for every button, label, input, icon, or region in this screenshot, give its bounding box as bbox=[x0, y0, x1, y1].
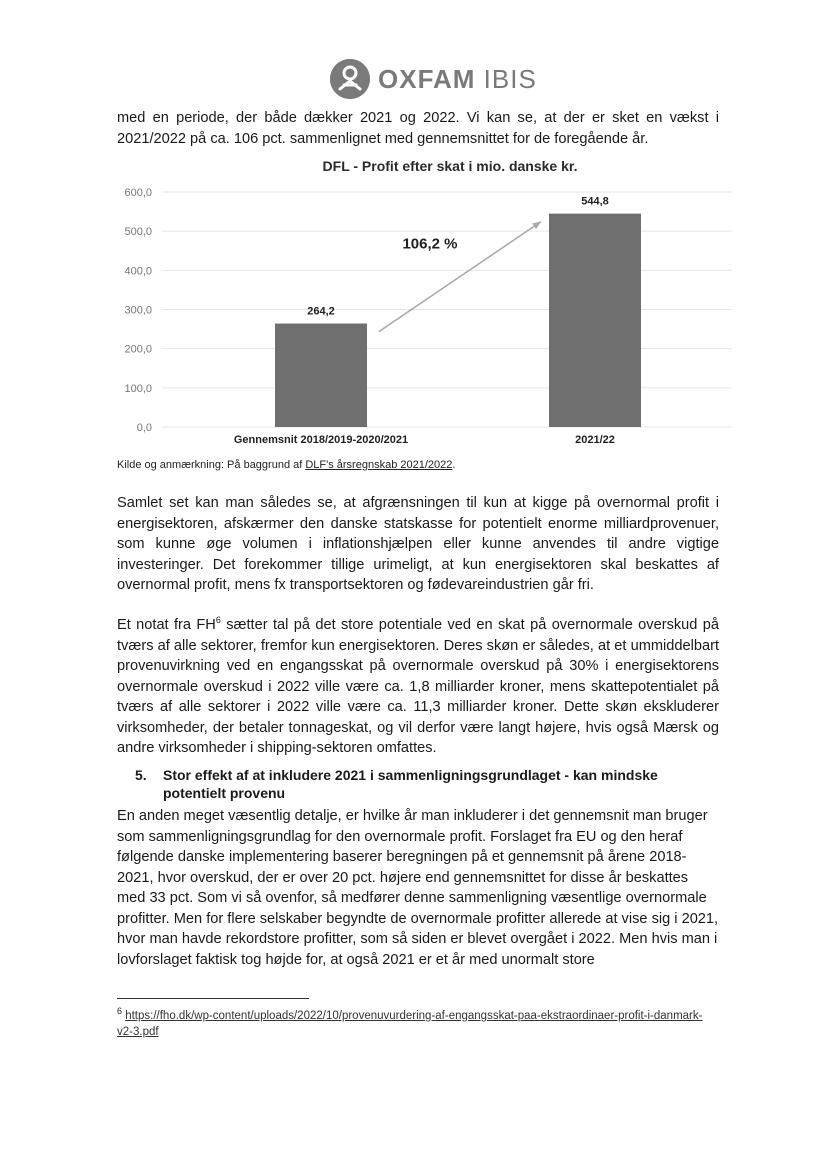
bar-value-label: 544,8 bbox=[581, 195, 609, 208]
paragraph-2 bbox=[117, 615, 719, 759]
paragraph-2-rest: sætter tal på det store potentiale ved en skat på overnormale overskud på tværs af alle sektorer, fremfor kun energisektoren. Deres skøn er således, at et ummiddelbart provenuvirkning ved en engangsskat på overnormale overskud på 30% i energisektorens overnormale overskud i 2022 ville være ca. 1,8 milliarder kroner, mens skattepotentialet på tværs af alle sektorer i 2022 ville være ca. 11,3 milliarder kroner. Dette skøn ekskluderer virksomheder, der betaler tonnageskat, og vil derfor være langt højere, hvis også Mærsk og andre virksomheder i shipping-sektoren omfattes. bbox=[117, 617, 719, 756]
oxfam-logo bbox=[330, 56, 537, 102]
source-note bbox=[117, 459, 455, 471]
footnote bbox=[117, 1008, 717, 1040]
section-heading bbox=[135, 766, 705, 802]
y-tick-label: 600,0 bbox=[124, 187, 152, 199]
bar bbox=[549, 214, 641, 427]
section-title: Stor effekt af at inkludere 2021 i sammenligningsgrundlaget - kan mindske potentielt provenu bbox=[163, 767, 658, 801]
bar-value-label: 264,2 bbox=[307, 305, 335, 318]
y-tick-label: 500,0 bbox=[124, 226, 152, 239]
logo-text-bold: OXFAM bbox=[378, 63, 476, 94]
section-number: 5. bbox=[135, 767, 147, 783]
y-tick-label: 400,0 bbox=[124, 265, 152, 278]
chart-title: DFL - Profit efter skat i mio. danske kr. bbox=[322, 158, 578, 174]
logo-text bbox=[378, 64, 537, 95]
y-tick-label: 0,0 bbox=[136, 422, 152, 434]
growth-annotation: 106,2 % bbox=[402, 235, 458, 253]
paragraph-2-start: Et notat fra FH bbox=[117, 617, 216, 633]
logo-text-light: IBIS bbox=[475, 63, 537, 94]
source-suffix: . bbox=[452, 459, 456, 471]
paragraph-3: En anden meget væsentlig detalje, er hvilke år man inkluderer i det gennemsnit man bruger som sammenligningsgrundlag for den overnormale profit. Forslaget fra EU og den heraf følgende danske implementering baserer beregningen på et gennemsnit på årene 2018-2021, hvor overskud, der er over 20 pct. højere end gennemsnittet for disse år beskattes med 33 pct. Som vi så ovenfor, så medfører denne sammenligning væsentlige overnormale profitter. Men for flere selskaber begyndte de overnormale profitter allerede at vise sig i 2021, hvor man havde rekordstore profitter, som så siden er blevet overgået i 2022. Men hvis man i lovforslaget faktisk tog højde for, at også 2021 er et år med unormalt store bbox=[117, 808, 719, 968]
y-tick-label: 300,0 bbox=[124, 304, 152, 317]
footnote-divider bbox=[117, 998, 309, 999]
source-link[interactable]: DLF's årsregnskab 2021/2022 bbox=[305, 459, 453, 471]
x-category-label: 2021/22 bbox=[575, 434, 615, 446]
paragraph-1: Samlet set kan man således se, at afgrænsningen til kun at kigge på overnormal profit i energisektoren, afskærmer den danske statskasse for potentielt enorme milliardprovenuer, som kunne øge volumen i inflationshjælpen eller kunne anvendes til andre vigtige investeringer. Det forekommer tillige urimeligt, at kun energisektoren skal beskattes af overnormal profit, mens fx transportsektoren og fødevareindustrien går fri. bbox=[117, 495, 719, 593]
footnote-ref[interactable]: 6 bbox=[215, 615, 221, 626]
growth-arrow-head bbox=[532, 222, 541, 230]
y-tick-label: 200,0 bbox=[124, 343, 152, 356]
bar bbox=[275, 324, 367, 427]
x-category-label: Gennemsnit 2018/2019-2020/2021 bbox=[233, 434, 409, 446]
intro-paragraph: med en periode, der både dækker 2021 og 2022. Vi kan se, at der er sket en vækst i 2021/2022 på ca. 106 pct. sammenlignet med gennemsnittet for de foregående år. bbox=[117, 110, 719, 147]
y-tick-label: 100,0 bbox=[124, 382, 152, 395]
footnote-link[interactable]: https://fho.dk/wp-content/uploads/2022/10/provenuvurdering-af-engangsskat-paa-ekstraordinaer-profit-i-danmark-v2-3.pdf bbox=[117, 1010, 703, 1038]
oxfam-logo-icon bbox=[330, 59, 370, 99]
footnote-number: 6 bbox=[117, 1006, 123, 1017]
source-prefix: Kilde og anmærkning: På baggrund af bbox=[117, 459, 306, 471]
profit-bar-chart bbox=[117, 182, 737, 454]
